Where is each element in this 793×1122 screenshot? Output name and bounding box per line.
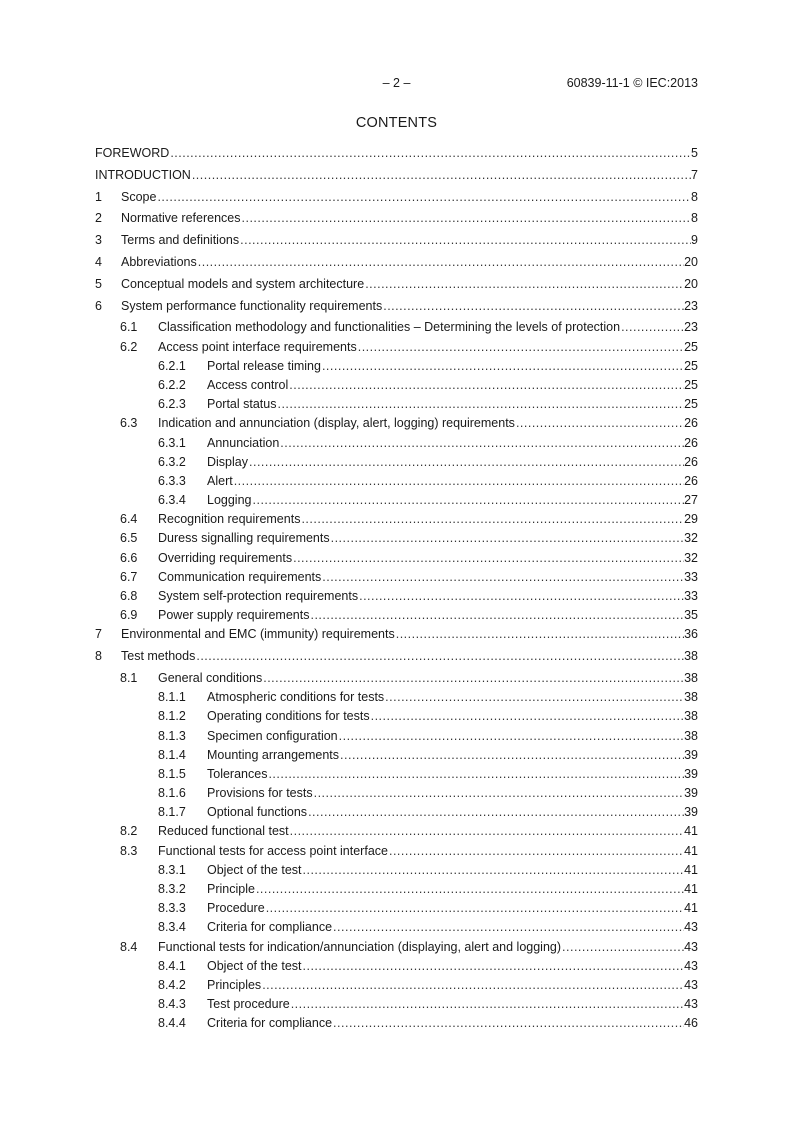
toc-entry-page: 41 bbox=[684, 824, 698, 839]
toc-entry[interactable] bbox=[95, 529, 698, 547]
toc-entry[interactable] bbox=[95, 338, 698, 356]
dot-leader bbox=[290, 822, 684, 840]
toc-entry[interactable] bbox=[95, 822, 698, 840]
toc-entry-number: 6.3.3 bbox=[158, 473, 186, 488]
dot-leader bbox=[303, 957, 685, 975]
toc-entry-page: 8 bbox=[691, 211, 698, 226]
dot-leader bbox=[268, 765, 684, 783]
toc-entry-title: Criteria for compliance bbox=[207, 920, 333, 935]
toc-entry-page: 5 bbox=[691, 146, 698, 160]
toc-entry-title: Principle bbox=[207, 882, 255, 897]
toc-entry[interactable] bbox=[95, 357, 698, 375]
dot-leader bbox=[371, 707, 685, 725]
toc-entry-page: 38 bbox=[684, 690, 698, 705]
dot-leader bbox=[359, 587, 684, 605]
toc-entry[interactable] bbox=[95, 587, 698, 605]
toc-entry-number: 6.5 bbox=[120, 531, 138, 546]
toc-entry-page: 43 bbox=[684, 939, 698, 954]
toc-entry-title: Specimen configuration bbox=[207, 728, 338, 743]
toc-entry[interactable] bbox=[95, 453, 698, 471]
toc-entry-title: Overriding requirements bbox=[158, 550, 293, 565]
toc-entry-page: 41 bbox=[684, 882, 698, 897]
toc-entry-page: 26 bbox=[684, 435, 698, 450]
toc-entry-page: 39 bbox=[684, 786, 698, 801]
toc-entry[interactable] bbox=[95, 625, 698, 643]
toc-entry-page: 23 bbox=[684, 298, 698, 313]
toc-entry-number: 8.1.4 bbox=[158, 747, 186, 762]
dot-leader bbox=[301, 510, 684, 528]
dot-leader bbox=[340, 746, 684, 764]
toc-entry-title: Tolerances bbox=[207, 766, 268, 781]
toc-entry[interactable] bbox=[95, 765, 698, 783]
dot-leader bbox=[322, 357, 684, 375]
toc-entry-number: 6.9 bbox=[120, 608, 138, 623]
toc-entry-title: Object of the test bbox=[207, 958, 302, 973]
toc-entry[interactable] bbox=[95, 995, 698, 1013]
toc-entry-number: 6.4 bbox=[120, 512, 138, 527]
toc-entry-title: Duress signalling requirements bbox=[158, 531, 330, 546]
toc-entry-page: 32 bbox=[684, 550, 698, 565]
toc-entry-number: 8.4.3 bbox=[158, 997, 186, 1012]
toc-entry-page: 39 bbox=[684, 766, 698, 781]
toc-entry-number: 8.1.5 bbox=[158, 766, 186, 781]
toc-entry-title: Communication requirements bbox=[158, 569, 322, 584]
toc-entry-title: Terms and definitions bbox=[121, 233, 240, 248]
toc-entry-number: 8 bbox=[95, 649, 102, 664]
toc-entry-number: 6.3.1 bbox=[158, 435, 186, 450]
toc-entry[interactable] bbox=[95, 166, 698, 184]
toc-entry-title: Environmental and EMC (immunity) requirements bbox=[121, 627, 395, 642]
dot-leader bbox=[196, 647, 684, 665]
dot-leader bbox=[198, 253, 684, 271]
toc-entry-number: 6.2.3 bbox=[158, 397, 186, 412]
toc-entry-page: 33 bbox=[684, 569, 698, 584]
dot-leader bbox=[396, 625, 684, 643]
toc-entry-number: 8.4.4 bbox=[158, 1016, 186, 1031]
toc-entry-page: 38 bbox=[684, 728, 698, 743]
toc-entry-page: 26 bbox=[684, 454, 698, 469]
dot-leader bbox=[358, 338, 684, 356]
toc-entry-number: 6.2.1 bbox=[158, 358, 186, 373]
toc-entry-number: 8.4.2 bbox=[158, 977, 186, 992]
toc-entry-page: 23 bbox=[684, 320, 698, 335]
toc-entry-title: Mounting arrangements bbox=[207, 747, 340, 762]
dot-leader bbox=[192, 166, 691, 184]
toc-entry-page: 8 bbox=[691, 189, 698, 204]
toc-entry-page: 7 bbox=[691, 167, 698, 182]
toc-entry-number: 8.1.3 bbox=[158, 728, 186, 743]
toc-entry[interactable] bbox=[95, 568, 698, 586]
toc-entry[interactable] bbox=[95, 899, 698, 917]
dot-leader bbox=[293, 549, 684, 567]
toc-entry-page: 41 bbox=[684, 843, 698, 858]
dot-leader bbox=[365, 275, 684, 293]
toc-entry-page: 36 bbox=[684, 627, 698, 642]
toc-entry[interactable] bbox=[95, 669, 698, 687]
document-reference: 60839-11-1 © IEC:2013 bbox=[566, 76, 698, 90]
toc-entry-title: Functional tests for access point interface bbox=[158, 843, 388, 858]
toc-entry-number: 8.1.1 bbox=[158, 690, 186, 705]
toc-entry-title: INTRODUCTION bbox=[95, 167, 191, 182]
toc-entry-title: Provisions for tests bbox=[207, 786, 313, 801]
dot-leader bbox=[280, 434, 684, 452]
dot-leader bbox=[277, 395, 684, 413]
toc-entry-number: 6.1 bbox=[120, 320, 138, 335]
toc-entry-page: 25 bbox=[684, 358, 698, 373]
toc-entry-title: System performance functionality requirements bbox=[121, 298, 383, 313]
toc-entry-page: 43 bbox=[684, 920, 698, 935]
dot-leader bbox=[333, 918, 684, 936]
toc-entry[interactable] bbox=[95, 491, 698, 509]
toc-entry[interactable] bbox=[95, 318, 698, 336]
toc-entry-page: 43 bbox=[684, 997, 698, 1012]
dot-leader bbox=[308, 803, 684, 821]
toc-entry[interactable] bbox=[95, 434, 698, 452]
toc-entry-page: 25 bbox=[684, 339, 698, 354]
toc-entry-number: 6.2 bbox=[120, 339, 138, 354]
toc-entry-page: 20 bbox=[684, 276, 698, 291]
dot-leader bbox=[234, 472, 684, 490]
toc-entry-number: 6.3.2 bbox=[158, 454, 186, 469]
toc-entry[interactable] bbox=[95, 209, 698, 227]
toc-entry[interactable] bbox=[95, 1014, 698, 1032]
toc-entry-title: Atmospheric conditions for tests bbox=[207, 690, 385, 705]
toc-entry[interactable] bbox=[95, 880, 698, 898]
toc-entry-title: Access point interface requirements bbox=[158, 339, 357, 354]
toc-entry[interactable] bbox=[95, 688, 698, 706]
toc-entry-page: 43 bbox=[684, 977, 698, 992]
toc-entry-number: 8.4.1 bbox=[158, 958, 186, 973]
dot-leader bbox=[242, 209, 692, 227]
toc-entry[interactable] bbox=[95, 707, 698, 725]
toc-entry-page: 41 bbox=[684, 862, 698, 877]
dot-leader bbox=[262, 976, 684, 994]
toc-entry-page: 20 bbox=[684, 254, 698, 269]
toc-entry-title: Optional functions bbox=[207, 805, 308, 820]
dot-leader bbox=[389, 842, 684, 860]
dot-leader bbox=[253, 491, 685, 509]
dot-leader bbox=[170, 144, 691, 162]
toc-entry[interactable] bbox=[95, 606, 698, 624]
dot-leader bbox=[331, 529, 684, 547]
dot-leader bbox=[621, 318, 684, 336]
page-number: – 2 – bbox=[382, 76, 411, 90]
toc-entry[interactable] bbox=[95, 510, 698, 528]
dot-leader bbox=[249, 453, 684, 471]
dot-leader bbox=[157, 188, 691, 206]
toc-entry-title: Normative references bbox=[121, 211, 241, 226]
toc-entry-number: 6.8 bbox=[120, 589, 138, 603]
toc-entry-page: 46 bbox=[684, 1016, 698, 1031]
toc-entry-title: Alert bbox=[207, 473, 233, 488]
toc-entry[interactable] bbox=[95, 549, 698, 567]
toc-entry-title: Reduced functional test bbox=[158, 824, 289, 839]
toc-entry[interactable] bbox=[95, 647, 698, 665]
toc-entry[interactable] bbox=[95, 472, 698, 490]
toc-entry-number: 8.3.3 bbox=[158, 901, 186, 916]
toc-entry-title: Annunciation bbox=[207, 435, 280, 450]
toc-entry-title: Power supply requirements bbox=[158, 608, 310, 623]
toc-entry-page: 33 bbox=[684, 589, 698, 603]
toc-entry-number: 8.4 bbox=[120, 939, 138, 954]
toc-entry-title: Criteria for compliance bbox=[207, 1016, 333, 1031]
toc-entry-page: 41 bbox=[684, 901, 698, 916]
toc-entry-page: 35 bbox=[684, 608, 698, 623]
toc-entry-title: Test methods bbox=[121, 649, 196, 664]
toc-entry-page: 43 bbox=[684, 958, 698, 973]
toc-entry-title: Access control bbox=[207, 377, 289, 392]
toc-entry-number: 6.6 bbox=[120, 550, 138, 565]
toc-entry[interactable] bbox=[95, 253, 698, 271]
toc-entry-page: 39 bbox=[684, 805, 698, 820]
toc-entry-title: Functional tests for indication/annunciation (displaying, alert and logging) bbox=[158, 939, 562, 954]
toc-entry[interactable] bbox=[95, 746, 698, 764]
dot-leader bbox=[289, 376, 684, 394]
dot-leader bbox=[314, 784, 685, 802]
toc-entry[interactable] bbox=[95, 803, 698, 821]
table-of-contents bbox=[95, 144, 698, 1034]
toc-entry-title: General conditions bbox=[158, 670, 263, 685]
toc-entry-number: 6.3 bbox=[120, 416, 138, 431]
toc-entry-page: 26 bbox=[684, 473, 698, 488]
toc-entry[interactable] bbox=[95, 727, 698, 745]
toc-entry-number: 6.7 bbox=[120, 569, 138, 584]
toc-entry[interactable] bbox=[95, 957, 698, 975]
toc-entry-title: Test procedure bbox=[207, 997, 290, 1012]
toc-entry-page: 38 bbox=[684, 670, 698, 685]
dot-leader bbox=[240, 231, 691, 249]
toc-entry-number: 8.1 bbox=[120, 670, 138, 685]
toc-entry-title: Indication and annunciation (display, alert, logging) requirements bbox=[158, 416, 515, 431]
toc-entry-title: Principles bbox=[207, 977, 262, 992]
toc-entry-page: 38 bbox=[684, 649, 698, 664]
dot-leader bbox=[333, 1014, 684, 1032]
toc-entry-page: 27 bbox=[684, 493, 698, 508]
toc-entry-page: 9 bbox=[691, 233, 698, 248]
toc-entry-number: 7 bbox=[95, 627, 102, 642]
toc-entry[interactable] bbox=[95, 144, 698, 162]
toc-entry[interactable] bbox=[95, 297, 698, 315]
toc-entry-page: 38 bbox=[684, 709, 698, 724]
toc-entry-title: Display bbox=[207, 454, 248, 469]
dot-leader bbox=[562, 938, 684, 956]
dot-leader bbox=[310, 606, 684, 624]
toc-entry-number: 2 bbox=[95, 211, 102, 226]
dot-leader bbox=[322, 568, 684, 586]
dot-leader bbox=[339, 727, 684, 745]
toc-entry-page: 32 bbox=[684, 531, 698, 546]
toc-entry-title: Procedure bbox=[207, 901, 265, 916]
toc-entry-title: FOREWORD bbox=[95, 146, 170, 160]
toc-entry-number: 6.2.2 bbox=[158, 377, 186, 392]
dot-leader bbox=[516, 414, 684, 432]
toc-entry-page: 39 bbox=[684, 747, 698, 762]
toc-entry-number: 8.1.7 bbox=[158, 805, 186, 820]
toc-entry[interactable] bbox=[95, 414, 698, 432]
toc-entry-number: 1 bbox=[95, 189, 102, 204]
toc-entry[interactable] bbox=[95, 376, 698, 394]
toc-entry[interactable] bbox=[95, 275, 698, 293]
toc-entry-title: Classification methodology and functionalities – Determining the levels of protection bbox=[158, 320, 621, 335]
contents-title: CONTENTS bbox=[355, 115, 438, 131]
toc-entry-page: 25 bbox=[684, 397, 698, 412]
toc-entry-title: Scope bbox=[121, 189, 157, 204]
toc-entry-number: 8.3.4 bbox=[158, 920, 186, 935]
toc-entry[interactable] bbox=[95, 188, 698, 206]
toc-entry[interactable] bbox=[95, 938, 698, 956]
toc-entry-number: 3 bbox=[95, 233, 102, 248]
toc-entry-number: 8.3.1 bbox=[158, 862, 186, 877]
toc-entry-title: Conceptual models and system architecture bbox=[121, 276, 365, 291]
toc-entry-page: 29 bbox=[684, 512, 698, 527]
toc-entry-title: Abbreviations bbox=[121, 254, 197, 269]
toc-entry[interactable] bbox=[95, 861, 698, 879]
toc-entry-title: Portal status bbox=[207, 397, 277, 412]
toc-entry-number: 4 bbox=[95, 254, 102, 269]
toc-entry-number: 6.3.4 bbox=[158, 493, 186, 508]
dot-leader bbox=[383, 297, 684, 315]
dot-leader bbox=[291, 995, 684, 1013]
toc-entry-number: 8.1.2 bbox=[158, 709, 186, 724]
toc-entry-title: Object of the test bbox=[207, 862, 302, 877]
toc-entry[interactable] bbox=[95, 976, 698, 994]
toc-entry-number: 8.3 bbox=[120, 843, 138, 858]
toc-entry-title: Operating conditions for tests bbox=[207, 709, 370, 724]
dot-leader bbox=[303, 861, 685, 879]
toc-entry[interactable] bbox=[95, 842, 698, 860]
toc-entry-number: 8.3.2 bbox=[158, 882, 186, 897]
toc-entry[interactable] bbox=[95, 395, 698, 413]
dot-leader bbox=[263, 669, 684, 687]
toc-entry-page: 25 bbox=[684, 377, 698, 392]
toc-entry-title: System self-protection requirements bbox=[158, 589, 359, 603]
dot-leader bbox=[266, 899, 684, 917]
dot-leader bbox=[385, 688, 684, 706]
toc-entry-page: 26 bbox=[684, 416, 698, 431]
toc-entry[interactable] bbox=[95, 784, 698, 802]
toc-entry-title: Logging bbox=[207, 493, 252, 508]
toc-entry-title: Portal release timing bbox=[207, 358, 321, 373]
toc-entry-number: 6 bbox=[95, 298, 102, 313]
toc-entry[interactable] bbox=[95, 231, 698, 249]
toc-entry-number: 8.1.6 bbox=[158, 786, 186, 801]
toc-entry-number: 5 bbox=[95, 276, 102, 291]
toc-entry[interactable] bbox=[95, 918, 698, 936]
toc-entry-title: Recognition requirements bbox=[158, 512, 301, 527]
toc-entry-number: 8.2 bbox=[120, 824, 138, 839]
dot-leader bbox=[256, 880, 684, 898]
